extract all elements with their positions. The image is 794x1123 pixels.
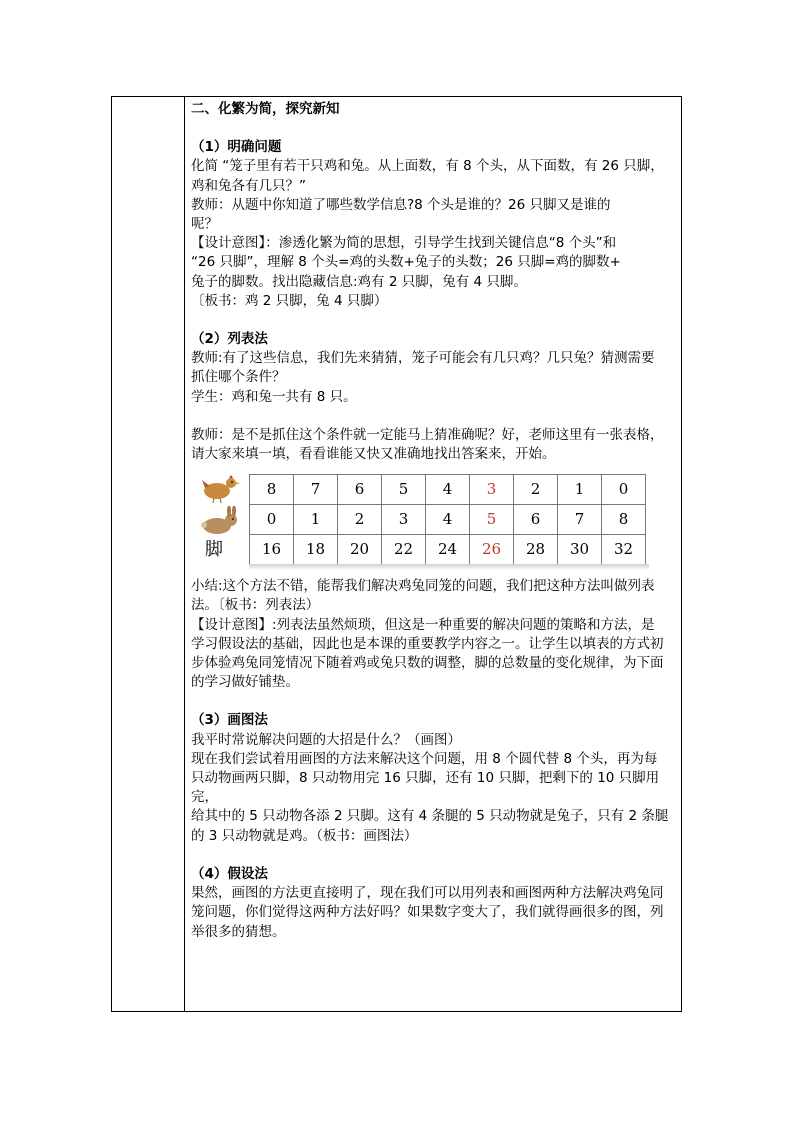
table-cell: 2 <box>514 475 558 505</box>
part1-line: 〔板书：鸡 2 只脚，兔 4 只脚） <box>191 292 388 309</box>
table-cell: 0 <box>250 505 294 535</box>
part4-line: 举很多的猜想。 <box>191 923 286 940</box>
table-cell: 20 <box>338 535 382 565</box>
column-divider <box>184 96 185 1012</box>
table-cell: 3 <box>382 505 426 535</box>
part1-heading: （1）明确问题 <box>191 139 282 156</box>
part2-line: 步体验鸡兔同笼情况下随着鸡或兔只数的调整，脚的总数量的变化规律，为下面 <box>191 655 664 672</box>
guess-table-figure <box>191 468 651 571</box>
animal-column <box>191 468 249 571</box>
part4-heading: （4）假设法 <box>191 865 268 882</box>
part4-line: 果然，画图的方法更直接明了，现在我们可以用列表和画图两种方法解决鸡兔同 <box>191 885 664 902</box>
rabbit-icon <box>199 506 241 536</box>
chicken-row <box>250 475 646 505</box>
table-shadow <box>249 564 649 570</box>
part1-line: 兔子的脚数。找出隐藏信息:鸡有 2 只脚，兔有 4 只脚。 <box>191 273 527 290</box>
table-cell: 18 <box>294 535 338 565</box>
foot-label: 脚 <box>205 539 223 561</box>
table-cell: 30 <box>558 535 602 565</box>
table-cell: 32 <box>602 535 646 565</box>
part2-line: 抓住哪个条件？ <box>191 369 286 386</box>
table-cell: 6 <box>338 475 382 505</box>
rabbit-row <box>250 505 646 535</box>
part2-line: 小结:这个方法不错，能帮我们解决鸡兔同笼的问题，我们把这种方法叫做列表 <box>191 578 655 595</box>
table-cell: 8 <box>250 475 294 505</box>
table-cell: 1 <box>558 475 602 505</box>
section-title: 二、化繁为简，探究新知 <box>191 101 340 117</box>
table-cell: 16 <box>250 535 294 565</box>
part3-line: 给其中的 5 只动物各添 2 只脚。这有 4 条腿的 5 只动物就是兔子，只有 2 条腿 <box>191 808 669 825</box>
table-cell: 7 <box>558 505 602 535</box>
part1-line: 【设计意图】：渗透化繁为简的思想，引导学生找到关键信息“8 个头”和 <box>191 235 617 252</box>
table-cell: 6 <box>514 505 558 535</box>
part4-line: 笼问题，你们觉得这两种方法好吗？如果数字变大了，我们就得画很多的图，列 <box>191 904 664 921</box>
chicken-icon <box>201 474 241 504</box>
part3-line: 我平时常说解决问题的大招是什么？（画图） <box>191 731 461 748</box>
part2-line: 学习假设法的基础，因此也是本课的重要教学内容之一。让学生以填表的方式初 <box>191 635 664 652</box>
lesson-content <box>191 100 677 942</box>
part2-line: 请大家来填一填，看看谁能又快又准确地找出答案来，开始。 <box>191 446 556 463</box>
table-cell: 22 <box>382 535 426 565</box>
table-cell: 5 <box>382 475 426 505</box>
part2-line: 的学习做好铺垫。 <box>191 674 299 691</box>
part3-line: 现在我们尝试着用画图的方法来解决这个问题，用 8 个圆代替 8 个头，再为每 <box>191 750 658 767</box>
table-cell: 7 <box>294 475 338 505</box>
table-cell-answer: 5 <box>470 505 514 535</box>
part2-line: 【设计意图】:列表法虽然烦琐，但这是一种重要的解决问题的策略和方法，是 <box>191 616 655 633</box>
table-cell: 4 <box>426 505 470 535</box>
guess-table <box>249 474 646 565</box>
table-cell: 1 <box>294 505 338 535</box>
part2-line: 教师:有了这些信息，我们先来猜猜，笼子可能会有几只鸡？几只兔？猜测需要 <box>191 350 655 367</box>
part1-line: 鸡和兔各有几只？” <box>191 177 306 194</box>
part1-line: “26 只脚”，理解 8 个头=鸡的头数+兔子的头数；26 只脚=鸡的脚数+ <box>191 254 621 271</box>
table-cell: 4 <box>426 475 470 505</box>
part2-heading: （2）列表法 <box>191 331 268 348</box>
table-cell: 28 <box>514 535 558 565</box>
table-cell: 8 <box>602 505 646 535</box>
part1-line: 呢？ <box>191 216 218 233</box>
table-cell: 24 <box>426 535 470 565</box>
part2-line: 法。〔板书：列表法） <box>191 597 320 614</box>
table-cell: 0 <box>602 475 646 505</box>
part3-line: 的 3 只动物就是鸡。（板书：画图法） <box>191 827 418 844</box>
part1-line: 化简 “笼子里有若干只鸡和兔。从上面数，有 8 个头，从下面数，有 26 只脚， <box>191 158 664 175</box>
feet-row <box>250 535 646 565</box>
part3-heading: （3）画图法 <box>191 712 268 729</box>
part1-line: 教师：从题中你知道了哪些数学信息?8 个头是谁的？26 只脚又是谁的 <box>191 196 611 213</box>
table-cell-answer: 3 <box>470 475 514 505</box>
table-cell: 2 <box>338 505 382 535</box>
part2-line: 学生：鸡和兔一共有 8 只。 <box>191 388 357 405</box>
part2-line: 教师：是不是抓住这个条件就一定能马上猜准确呢？好，老师这里有一张表格， <box>191 426 664 443</box>
part3-line: 只动物画两只脚，8 只动物用完 16 只脚，还有 10 只脚，把剩下的 10 只脚用完， <box>191 770 660 806</box>
table-cell-answer: 26 <box>470 535 514 565</box>
